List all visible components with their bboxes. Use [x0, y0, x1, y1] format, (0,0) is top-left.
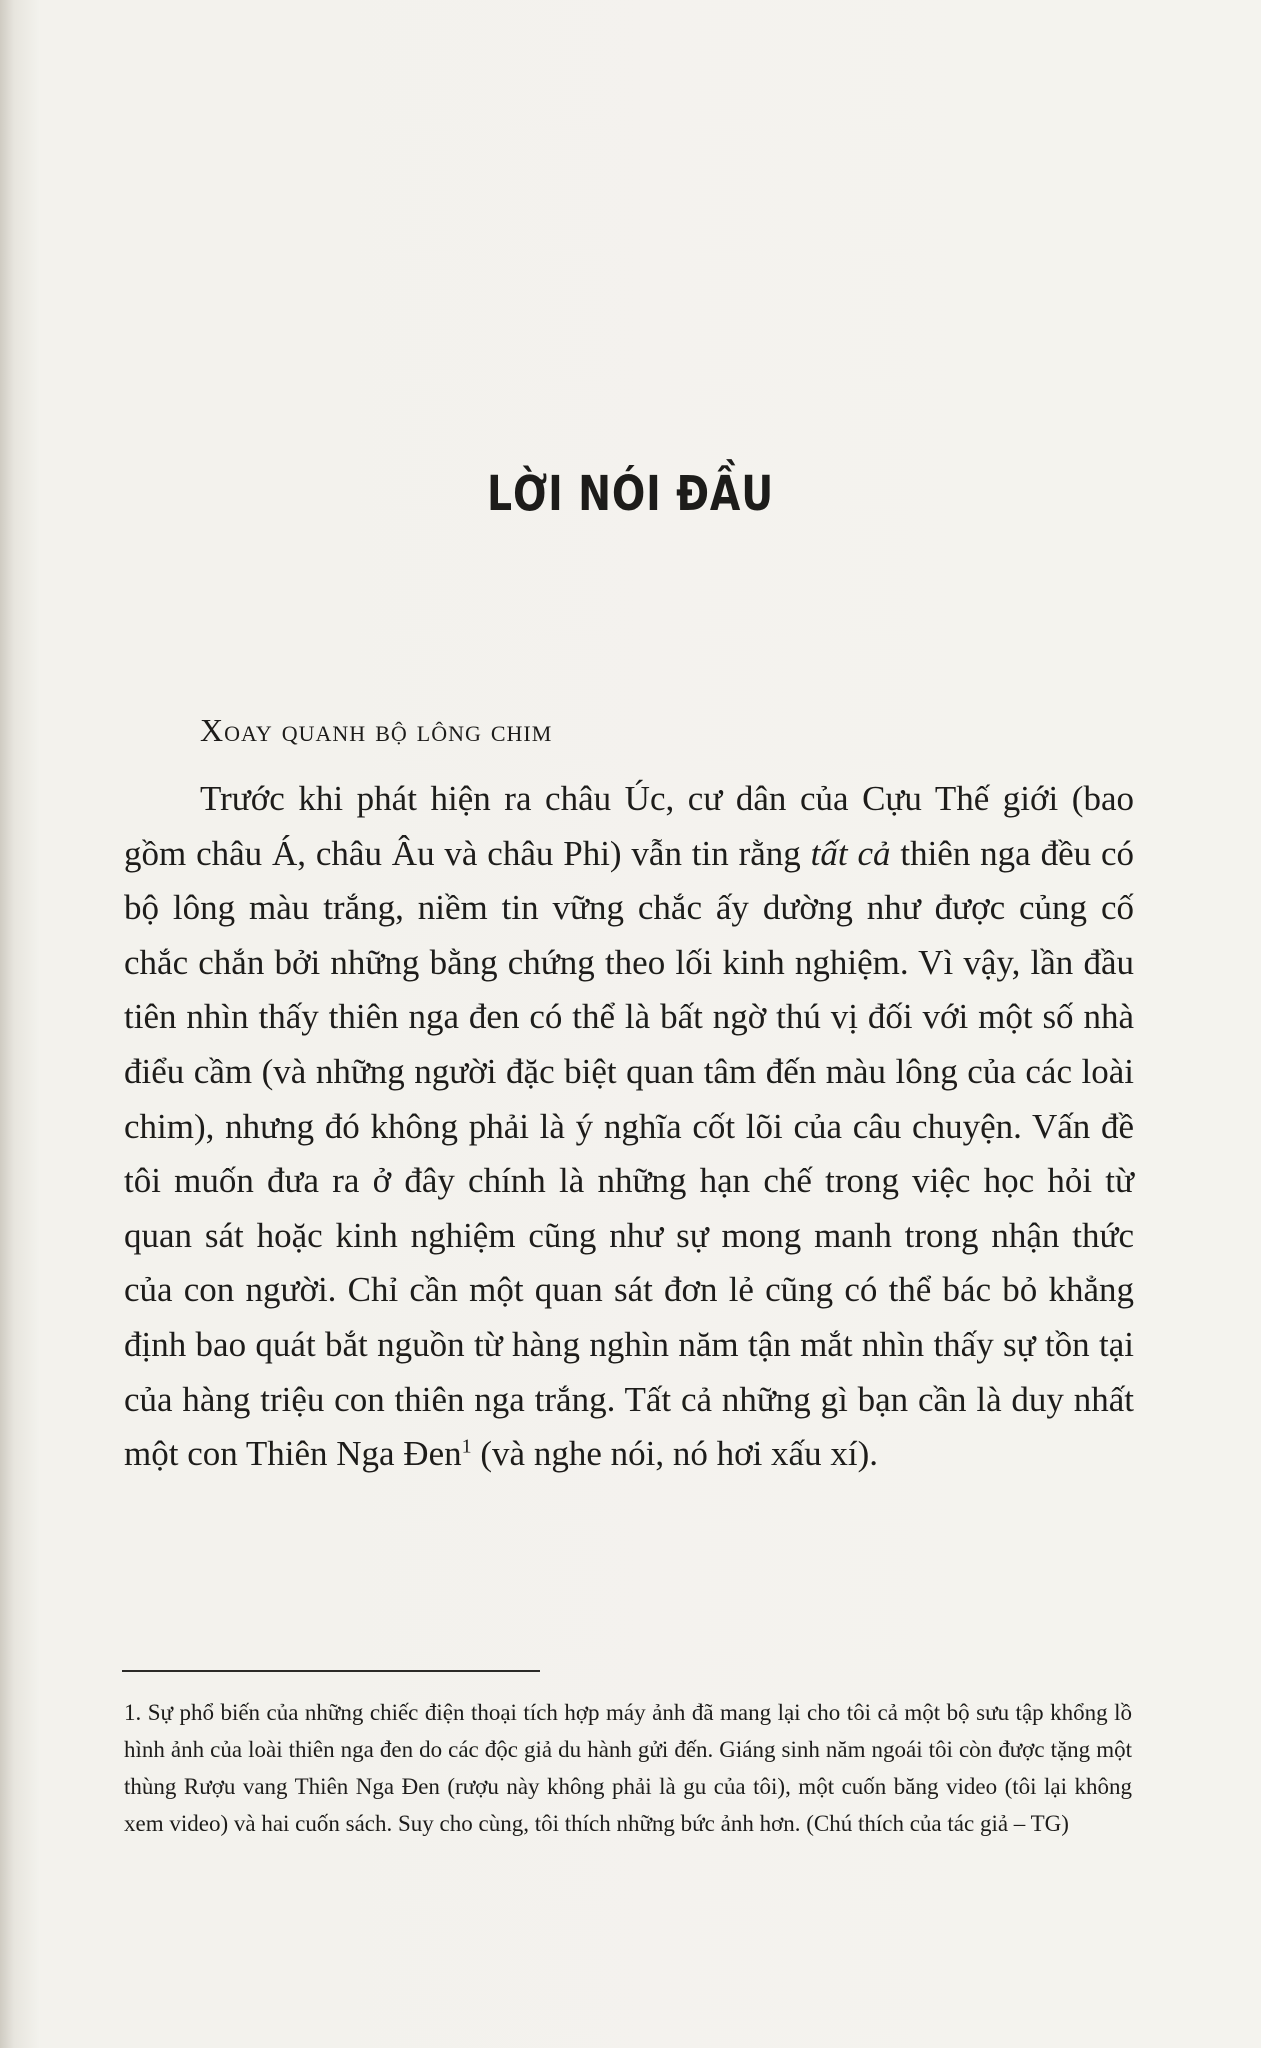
- paragraph-text-1: Trước khi phát hiện ra châu Úc, cư dân của Cựu Thế giới (bao gồm châu Á, châu Âu và châu Phi) vẫn tin rằng: [124, 779, 1134, 873]
- footnote-divider: [122, 1670, 540, 1672]
- paragraph-text-3: (và nghe nói, nó hơi xấu xí).: [471, 1434, 878, 1474]
- body-paragraph: [124, 772, 1134, 1482]
- section-title: Xoay quanh bộ lông chim: [200, 712, 553, 748]
- paragraph-emphasis: tất cả: [810, 833, 891, 873]
- footnote-text: 1. Sự phổ biến của những chiếc điện thoại tích hợp máy ảnh đã mang lại cho tôi cả một bộ sưu tập khổng lồ hình ảnh của loài thiên nga đen do các độc giả du hành gửi đến. Giáng sinh năm ngoái tôi còn được tặng một thùng Rượu vang Thiên Nga Đen (rượu này không phải là gu của tôi), một cuốn băng video (tôi lại không xem video) và hai cuốn sách. Suy cho cùng, tôi thích những bức ảnh hơn. (Chú thích của tác giả – TG): [124, 1700, 1132, 1836]
- footnote-reference: 1: [461, 1435, 472, 1458]
- paragraph-text-2: thiên nga đều có bộ lông màu trắng, niềm tin vững chắc ấy dường như được củng cố chắc chắn bởi những bằng chứng theo lối kinh nghiệm. Vì vậy, lần đầu tiên nhìn thấy thiên nga đen có thể là bất ngờ thú vị đối với một số nhà điểu cầm (và những người đặc biệt quan tâm đến màu lông của các loài chim), nhưng đó không phải là ý nghĩa cốt lõi của câu chuyện. Vấn đề tôi muốn đưa ra ở đây chính là những hạn chế trong việc học hỏi từ quan sát hoặc kinh nghiệm cũng như sự mong manh trong nhận thức của con người. Chỉ cần một quan sát đơn lẻ cũng có thể bác bỏ khẳng định bao quát bắt nguồn từ hàng nghìn năm tận mắt nhìn thấy sự tồn tại của hàng triệu con thiên nga trắng. Tất cả những gì bạn cần là duy nhất một con Thiên Nga Đen: [124, 833, 1134, 1474]
- page-heading: LỜI NÓI ĐẦU: [487, 466, 774, 522]
